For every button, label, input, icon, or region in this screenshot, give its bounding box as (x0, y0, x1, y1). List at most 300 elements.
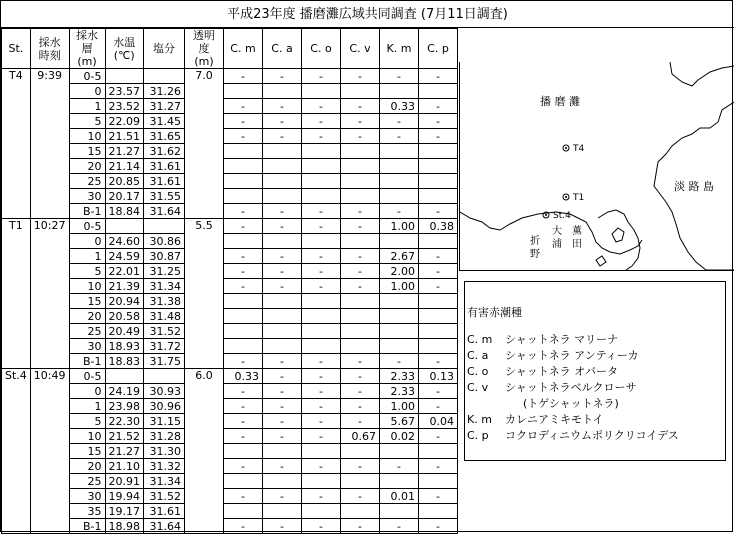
cell-cm: - (224, 279, 263, 294)
cell-co: - (302, 354, 341, 369)
cell-cp (419, 324, 458, 339)
sampling-time: 10:49 (30, 369, 69, 534)
cell-km: 0.33 (380, 99, 419, 114)
table-body (2, 69, 458, 534)
cell-cm: - (224, 354, 263, 369)
cell-ca: - (263, 429, 302, 444)
header-st: St. (2, 29, 31, 69)
survey-table (1, 28, 458, 534)
cell-km (380, 294, 419, 309)
cell-ca: - (263, 249, 302, 264)
cell-depth: 15 (69, 144, 105, 159)
cell-cm (224, 294, 263, 309)
cell-salinity: 31.61 (144, 159, 185, 174)
cell-depth: 15 (69, 294, 105, 309)
cell-cv: - (341, 489, 380, 504)
transparency: 5.5 (185, 219, 224, 369)
cell-cv: - (341, 219, 380, 234)
legend-item (467, 412, 725, 428)
table-row (2, 159, 458, 174)
cell-cp: - (419, 459, 458, 474)
table-row (2, 114, 458, 129)
cell-cm (224, 159, 263, 174)
cell-salinity: 31.34 (144, 474, 185, 489)
cell-depth: 10 (69, 129, 105, 144)
cell-cp: - (419, 99, 458, 114)
cell-cp: 0.38 (419, 219, 458, 234)
cell-ca: - (263, 69, 302, 84)
cell-salinity: 31.27 (144, 99, 185, 114)
cell-cp (419, 84, 458, 99)
cell-cp (419, 189, 458, 204)
cell-cv (341, 234, 380, 249)
cell-cv (341, 189, 380, 204)
cell-km: - (380, 354, 419, 369)
cell-km (380, 159, 419, 174)
coastline-northeast (670, 62, 734, 86)
cell-km: 1.00 (380, 219, 419, 234)
cell-cp: - (419, 114, 458, 129)
cell-salinity: 31.55 (144, 189, 185, 204)
cell-ca (263, 144, 302, 159)
cell-depth: 25 (69, 474, 105, 489)
cell-depth: B-1 (69, 354, 105, 369)
cell-salinity (144, 369, 185, 384)
cell-km: - (380, 114, 419, 129)
cell-salinity: 31.72 (144, 339, 185, 354)
cell-cm (224, 474, 263, 489)
legend-species-name: (トゲシャットネラ) (523, 397, 619, 410)
map-label-sea: 播 磨 灘 (540, 95, 580, 108)
station-label-t1: T1 (573, 193, 585, 203)
cell-depth: 0 (69, 384, 105, 399)
place-o-2: 浦 (552, 239, 562, 250)
cell-co: - (302, 264, 341, 279)
table-row (2, 399, 458, 414)
cell-cp (419, 174, 458, 189)
cell-depth: 25 (69, 174, 105, 189)
cell-salinity: 31.48 (144, 309, 185, 324)
cell-temp: 24.59 (105, 249, 144, 264)
cell-cv: - (341, 249, 380, 264)
cell-cv (341, 144, 380, 159)
cell-depth: 20 (69, 159, 105, 174)
legend-item (467, 428, 725, 444)
cell-temp (105, 369, 144, 384)
cell-cv: - (341, 204, 380, 219)
cell-co: - (302, 219, 341, 234)
cell-cp: - (419, 249, 458, 264)
legend-species-name: シャットネラ アンティーカ (505, 349, 639, 362)
cell-salinity: 30.96 (144, 399, 185, 414)
cell-ca: - (263, 354, 302, 369)
cell-ca (263, 84, 302, 99)
cell-salinity: 31.15 (144, 414, 185, 429)
cell-co (302, 144, 341, 159)
cell-km: - (380, 69, 419, 84)
cell-temp: 24.60 (105, 234, 144, 249)
cell-cv: - (341, 279, 380, 294)
cell-temp: 19.94 (105, 489, 144, 504)
cell-temp: 20.91 (105, 474, 144, 489)
cell-depth: 30 (69, 189, 105, 204)
cell-depth: 20 (69, 459, 105, 474)
cell-depth: 25 (69, 324, 105, 339)
cell-salinity: 31.26 (144, 84, 185, 99)
legend-code: C. v (467, 381, 489, 394)
island-small (612, 228, 624, 242)
cell-ca (263, 159, 302, 174)
header-co: C. o (302, 29, 341, 69)
cell-cv: - (341, 459, 380, 474)
place-ori-1: 折 (530, 236, 540, 247)
legend-title: 有害赤潮種 (467, 306, 522, 319)
cell-cp: - (419, 204, 458, 219)
cell-co: - (302, 369, 341, 384)
cell-ca (263, 189, 302, 204)
cell-km: 2.33 (380, 384, 419, 399)
legend-species-name: コクロディニウムポリクリコイデス (505, 429, 679, 442)
cell-cm: - (224, 264, 263, 279)
legend-code: C. m (467, 333, 493, 346)
place-ya-2: 田 (572, 239, 582, 250)
cell-km (380, 444, 419, 459)
cell-cp: - (419, 69, 458, 84)
legend-list (467, 332, 725, 444)
cell-cm: - (224, 399, 263, 414)
cell-ca: - (263, 384, 302, 399)
west-coastline (460, 212, 642, 254)
cell-cv: - (341, 414, 380, 429)
legend-item (467, 332, 725, 348)
cell-cm (224, 234, 263, 249)
cell-ca (263, 294, 302, 309)
cell-km: 1.00 (380, 279, 419, 294)
cell-ca: - (263, 204, 302, 219)
table-row (2, 339, 458, 354)
cell-temp: 21.39 (105, 279, 144, 294)
cell-ca: - (263, 99, 302, 114)
cell-cp: - (419, 384, 458, 399)
legend-item (467, 396, 725, 412)
cell-cm (224, 339, 263, 354)
cell-salinity: 31.52 (144, 489, 185, 504)
cell-cv: - (341, 69, 380, 84)
cell-cv: - (341, 369, 380, 384)
cell-co (302, 474, 341, 489)
cell-salinity: 31.65 (144, 129, 185, 144)
cell-cp (419, 159, 458, 174)
map-panel (459, 62, 734, 271)
header-salinity: 塩分 (144, 29, 185, 69)
legend-item (467, 380, 725, 396)
table-row (2, 459, 458, 474)
cell-salinity: 31.28 (144, 429, 185, 444)
cell-cv: 0.67 (341, 429, 380, 444)
cell-cm: - (224, 99, 263, 114)
legend-species-name: シャットネラ オバータ (505, 365, 618, 378)
cell-depth: 5 (69, 114, 105, 129)
table-row (2, 489, 458, 504)
cell-temp (105, 219, 144, 234)
cell-co: - (302, 519, 341, 534)
cell-salinity: 30.93 (144, 384, 185, 399)
table-row (2, 414, 458, 429)
cell-depth: B-1 (69, 204, 105, 219)
cell-depth: 1 (69, 249, 105, 264)
table-row (2, 234, 458, 249)
cell-km (380, 174, 419, 189)
cell-co: - (302, 429, 341, 444)
cell-co (302, 444, 341, 459)
cell-salinity: 31.45 (144, 114, 185, 129)
cell-cv (341, 294, 380, 309)
cell-co (302, 84, 341, 99)
cell-km: 2.00 (380, 264, 419, 279)
legend-species-name: シャットネラベルクローサ (505, 381, 637, 394)
cell-cm: - (224, 249, 263, 264)
header-time: 採水 時刻 (30, 29, 69, 69)
cell-co (302, 309, 341, 324)
cell-km (380, 339, 419, 354)
cell-co: - (302, 489, 341, 504)
cell-ca (263, 504, 302, 519)
header-depth: 採水層 (m) (69, 29, 105, 69)
cell-temp: 22.30 (105, 414, 144, 429)
cell-co: - (302, 99, 341, 114)
table-row (2, 84, 458, 99)
table-row (2, 429, 458, 444)
cell-ca: - (263, 519, 302, 534)
cell-cp: - (419, 279, 458, 294)
cell-depth: 10 (69, 279, 105, 294)
cell-ca (263, 339, 302, 354)
cell-depth: 30 (69, 339, 105, 354)
cell-km: 1.00 (380, 399, 419, 414)
header-cv: C. v (341, 29, 380, 69)
station-label-t4: T4 (573, 144, 585, 154)
cell-cv: - (341, 384, 380, 399)
table-row (2, 204, 458, 219)
table-row (2, 504, 458, 519)
cell-cm (224, 144, 263, 159)
cell-depth: 20 (69, 309, 105, 324)
cell-salinity: 31.62 (144, 144, 185, 159)
cell-cm: 0.33 (224, 369, 263, 384)
cell-temp: 22.09 (105, 114, 144, 129)
cell-ca (263, 174, 302, 189)
cell-temp: 21.27 (105, 144, 144, 159)
header-ca: C. a (263, 29, 302, 69)
cell-cm: - (224, 489, 263, 504)
cell-temp: 20.58 (105, 309, 144, 324)
cell-ca: - (263, 414, 302, 429)
cell-co: - (302, 204, 341, 219)
station-name: T1 (2, 219, 31, 369)
cell-km: - (380, 459, 419, 474)
header-cp: C. p (419, 29, 458, 69)
cell-cv: - (341, 114, 380, 129)
legend-species-name: カレニアミキモトイ (505, 413, 604, 426)
cell-km (380, 144, 419, 159)
cell-km: 0.02 (380, 429, 419, 444)
table-row (2, 264, 458, 279)
cell-salinity (144, 69, 185, 84)
station-marker-t4 (563, 144, 584, 154)
cell-salinity: 31.38 (144, 294, 185, 309)
cell-temp: 19.17 (105, 504, 144, 519)
cell-cp (419, 339, 458, 354)
cell-km: 2.33 (380, 369, 419, 384)
cell-cm: - (224, 429, 263, 444)
cell-cp: 0.04 (419, 414, 458, 429)
cell-co (302, 234, 341, 249)
cell-ca: - (263, 114, 302, 129)
cell-temp: 21.52 (105, 429, 144, 444)
legend-code: K. m (467, 413, 492, 426)
cell-cm: - (224, 129, 263, 144)
cell-cm: - (224, 69, 263, 84)
cell-cv: - (341, 399, 380, 414)
cell-co: - (302, 399, 341, 414)
cell-cp (419, 294, 458, 309)
cell-salinity: 30.87 (144, 249, 185, 264)
cell-depth: 0 (69, 234, 105, 249)
cell-depth: 30 (69, 489, 105, 504)
cell-km (380, 324, 419, 339)
cell-co (302, 174, 341, 189)
cell-cp: - (419, 399, 458, 414)
cell-cm: - (224, 219, 263, 234)
cell-km (380, 309, 419, 324)
cell-temp: 21.14 (105, 159, 144, 174)
cell-co: - (302, 459, 341, 474)
cell-depth: 5 (69, 414, 105, 429)
map-label-island: 淡 路 島 (674, 180, 714, 193)
cell-cv (341, 324, 380, 339)
cell-cp (419, 309, 458, 324)
legend-box (464, 281, 726, 461)
cell-salinity: 31.64 (144, 204, 185, 219)
cell-cv (341, 339, 380, 354)
table-row (2, 249, 458, 264)
cell-ca: - (263, 279, 302, 294)
cell-co: - (302, 384, 341, 399)
place-o-1: 大 (552, 226, 562, 237)
cell-salinity: 31.30 (144, 444, 185, 459)
cell-cv: - (341, 99, 380, 114)
cell-cp (419, 474, 458, 489)
cell-km: 5.67 (380, 414, 419, 429)
cell-cp (419, 444, 458, 459)
cell-cm (224, 309, 263, 324)
table-row (2, 354, 458, 369)
cell-depth: B-1 (69, 519, 105, 534)
cell-co (302, 339, 341, 354)
transparency: 6.0 (185, 369, 224, 534)
cell-salinity: 31.75 (144, 354, 185, 369)
cell-salinity: 31.64 (144, 519, 185, 534)
cell-km: - (380, 129, 419, 144)
cell-cv (341, 174, 380, 189)
cell-salinity: 31.25 (144, 264, 185, 279)
cell-depth: 0-5 (69, 69, 105, 84)
table-row (2, 444, 458, 459)
cell-cm (224, 84, 263, 99)
table-row (2, 219, 458, 234)
cell-salinity: 31.34 (144, 279, 185, 294)
station-marker-st4 (543, 211, 571, 221)
cell-ca (263, 444, 302, 459)
legend-code: C. o (467, 365, 489, 378)
cell-cp: - (419, 264, 458, 279)
cell-km (380, 189, 419, 204)
cell-cm (224, 324, 263, 339)
station-name: T4 (2, 69, 31, 219)
cell-temp: 18.83 (105, 354, 144, 369)
cell-depth: 1 (69, 99, 105, 114)
cell-co: - (302, 249, 341, 264)
cell-cv (341, 309, 380, 324)
cell-ca: - (263, 369, 302, 384)
cell-depth: 5 (69, 264, 105, 279)
table-row (2, 129, 458, 144)
cell-ca: - (263, 399, 302, 414)
map-svg (460, 62, 734, 270)
cell-km: 0.01 (380, 489, 419, 504)
cell-temp: 20.17 (105, 189, 144, 204)
cell-cm: - (224, 384, 263, 399)
cell-ca: - (263, 129, 302, 144)
cell-ca: - (263, 219, 302, 234)
cell-salinity: 31.61 (144, 174, 185, 189)
cell-ca: - (263, 264, 302, 279)
cell-cp: - (419, 129, 458, 144)
cell-cm (224, 504, 263, 519)
cell-km (380, 84, 419, 99)
cell-cp: - (419, 489, 458, 504)
cell-depth: 35 (69, 504, 105, 519)
cell-cp (419, 504, 458, 519)
table-row (2, 309, 458, 324)
cell-km: - (380, 204, 419, 219)
cell-cv (341, 444, 380, 459)
station-marker-t1 (563, 193, 584, 203)
cell-co (302, 324, 341, 339)
cell-co (302, 189, 341, 204)
cell-co: - (302, 114, 341, 129)
cell-temp: 20.49 (105, 324, 144, 339)
place-ya-1: 薫 (572, 226, 582, 237)
table-row (2, 99, 458, 114)
table-row (2, 174, 458, 189)
cell-cp (419, 234, 458, 249)
place-label-ori (530, 234, 540, 260)
cell-temp: 21.27 (105, 444, 144, 459)
cell-temp: 22.01 (105, 264, 144, 279)
cell-salinity: 30.86 (144, 234, 185, 249)
cell-cv: - (341, 264, 380, 279)
cell-cm (224, 444, 263, 459)
cell-depth: 15 (69, 444, 105, 459)
cell-depth: 10 (69, 429, 105, 444)
cell-cv (341, 159, 380, 174)
cell-km (380, 504, 419, 519)
cell-depth: 0-5 (69, 219, 105, 234)
cell-km: - (380, 519, 419, 534)
table-row (2, 474, 458, 489)
table-row (2, 144, 458, 159)
